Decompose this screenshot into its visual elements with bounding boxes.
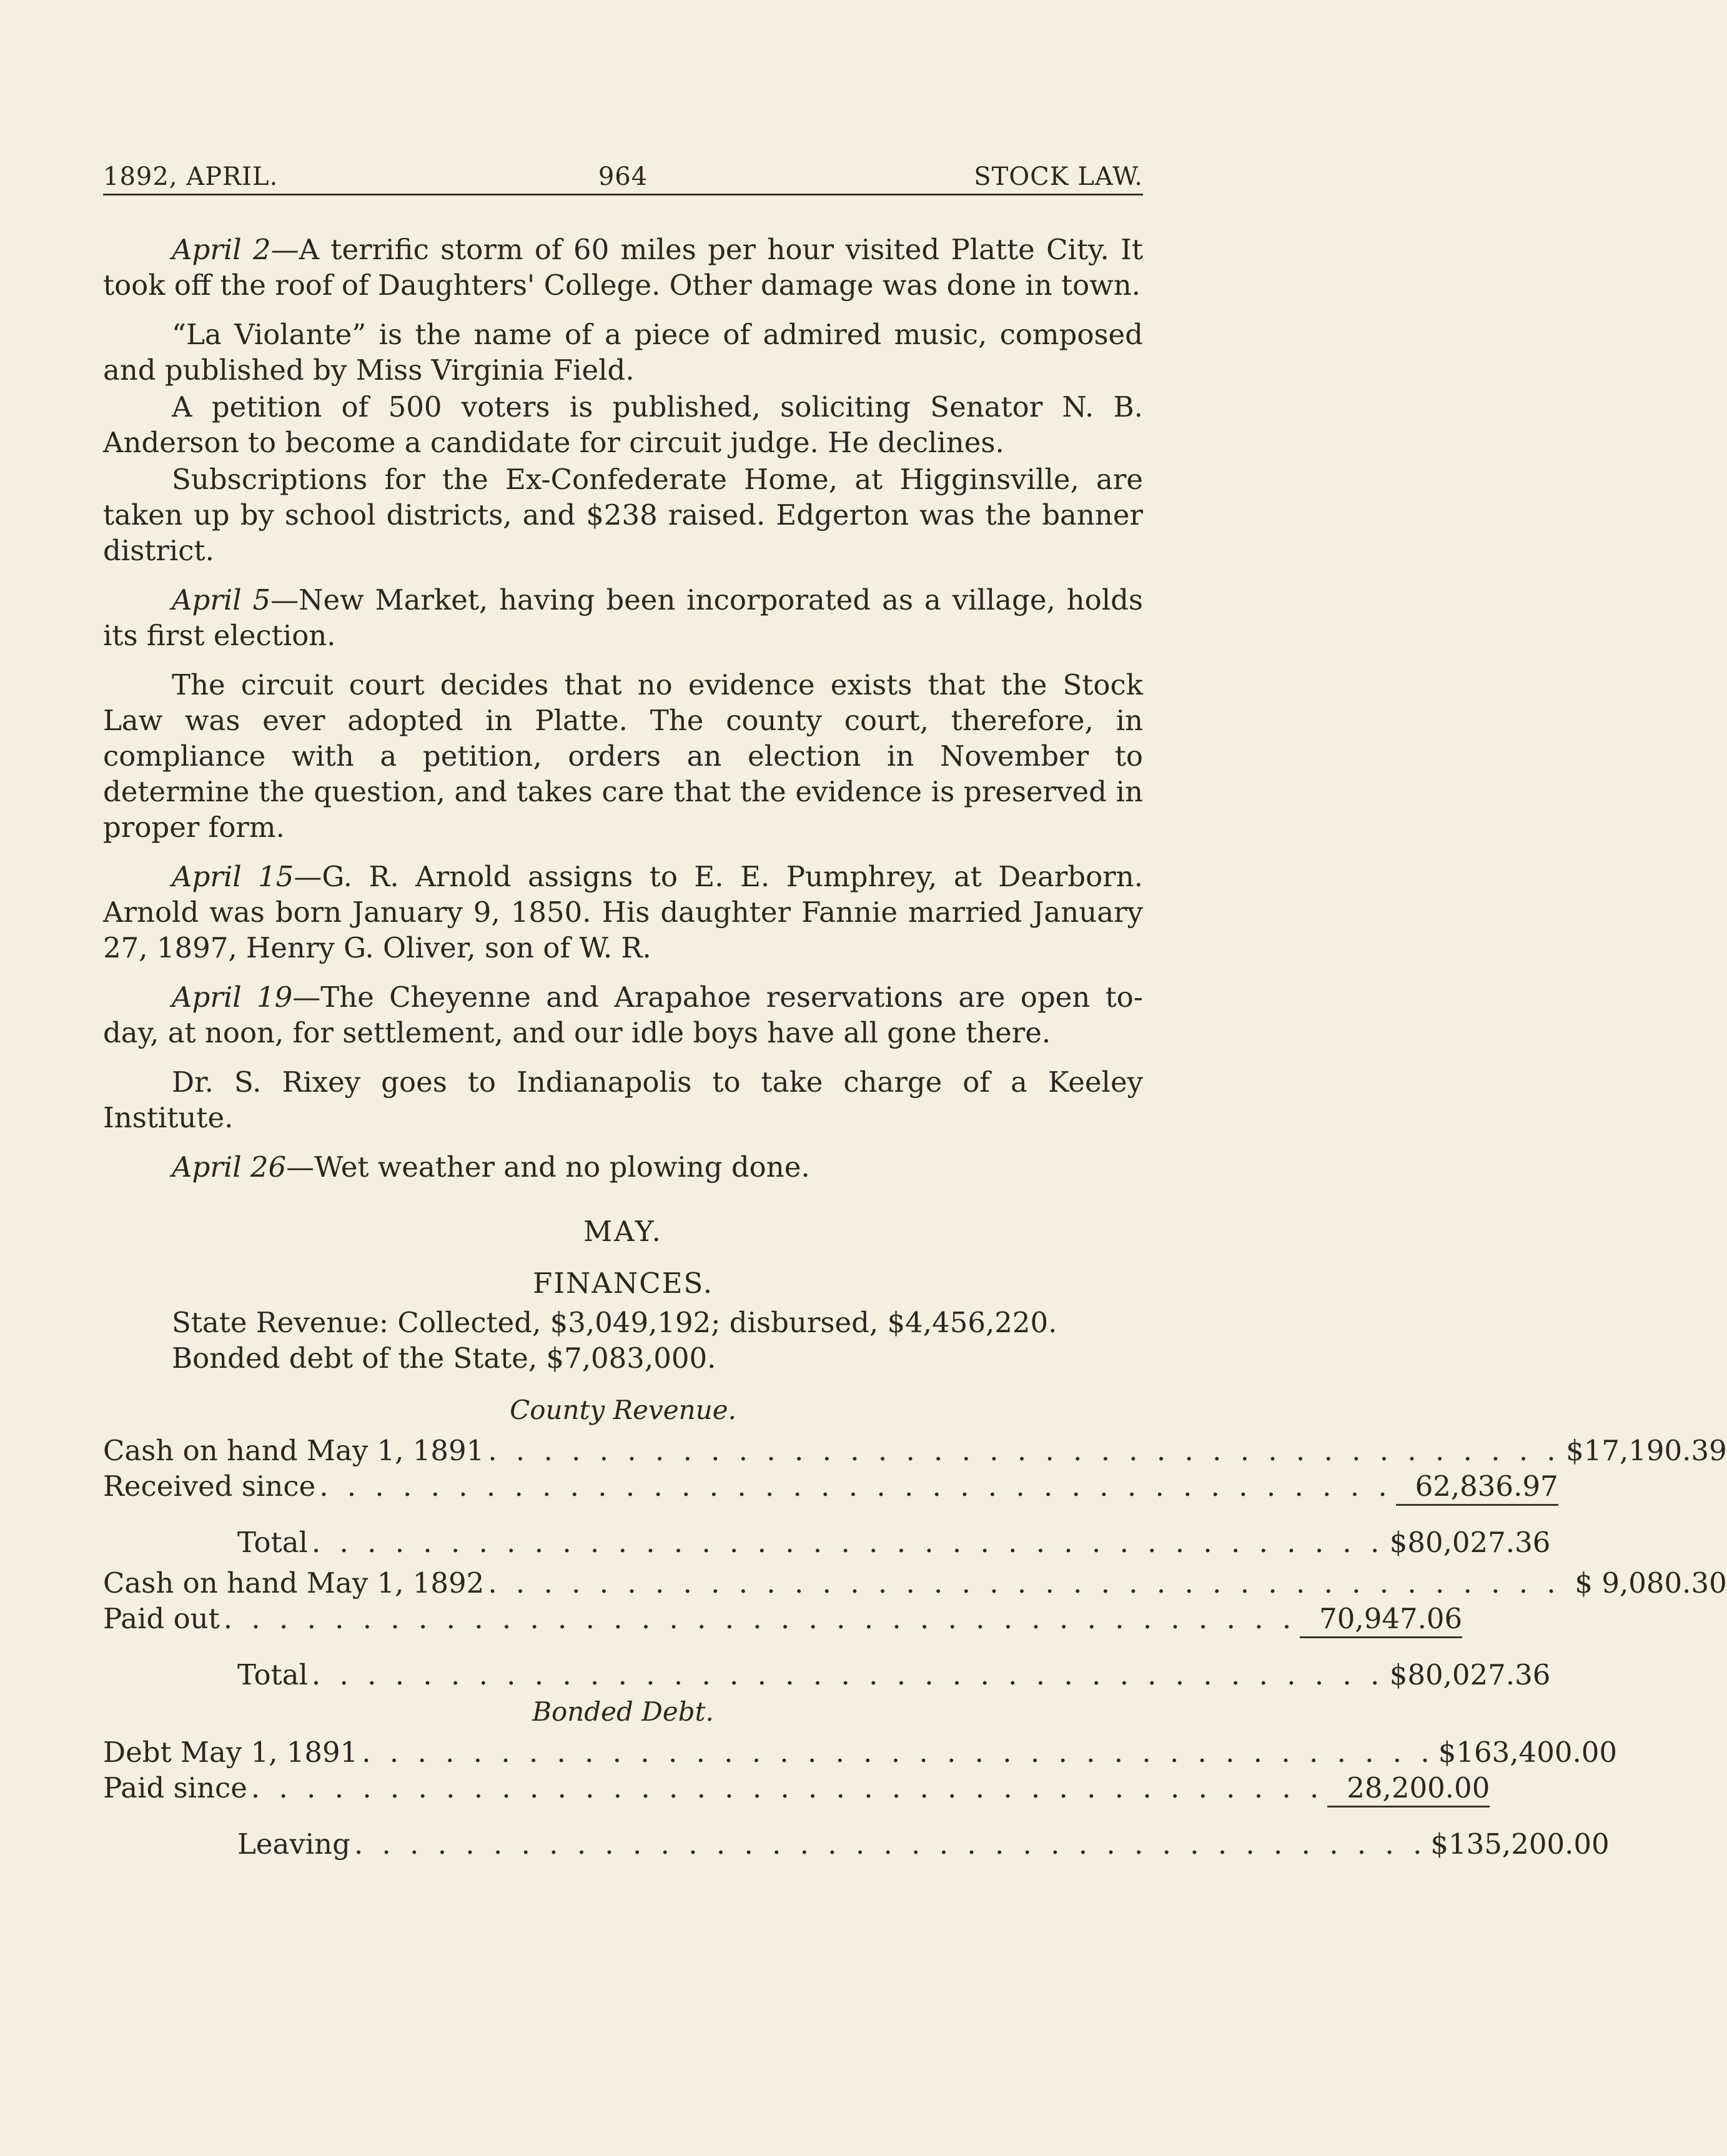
entry-text: A petition of 500 voters is published, soliciting Senator N. B. Anderson to become a candidate for circuit judge. He declines. [103, 390, 1143, 459]
ledger-row [103, 1770, 1490, 1807]
bonded-debt-title: Bonded Debt. [532, 1696, 714, 1727]
ledger-row [103, 1433, 1727, 1468]
entry-text: The circuit court decides that no evidence exists that the Stock Law was ever adopted in Platte. The county court, therefore, in compliance with a petition, orders an election in November to determine the question, and takes care that the evidence is preserved in proper form. [103, 668, 1143, 844]
entry-date: April 2 [172, 233, 271, 266]
entry-april-19 [103, 979, 1143, 1051]
ledger-row [103, 1468, 1558, 1506]
entry-date: April 26 [172, 1150, 287, 1184]
entry-petition [103, 389, 1143, 460]
leader-dots: . . . . . . . . . . . . . . . . . . . . . . . . . . . . . . . . . . . . . . . [488, 1434, 1561, 1467]
leader-dots: . . . . . . . . . . . . . . . . . . . . . . . . . . . . . . . . . . . . . . . [319, 1470, 1392, 1503]
entry-text: —G. R. Arnold assigns to E. E. Pumphrey, at Dearborn. Arnold was born January 9, 1850. His daughter Fannie married January 27, 1897, Henry G. Oliver, son of W. R. [103, 860, 1143, 964]
ledger-amount: $ 9,080.30 [1575, 1566, 1727, 1600]
ledger-amount: $80,027.36 [1389, 1658, 1551, 1691]
entry-april-2 [103, 232, 1143, 303]
header-section-title: STOCK LAW. [974, 162, 1143, 191]
ledger-amount: 28,200.00 [1327, 1770, 1490, 1807]
ledger-label: Cash on hand May 1, 1892 [103, 1566, 485, 1600]
ledger-amount: $135,200.00 [1430, 1827, 1610, 1861]
entry-date: April 19 [172, 981, 293, 1014]
header-date: 1892, APRIL. [103, 162, 279, 191]
leader-dots: . . . . . . . . . . . . . . . . . . . . . . . . . . . . . . . . . . . . . . . [354, 1827, 1427, 1861]
entry-text: “La Violante” is the name of a piece of admired music, composed and published by Miss Virginia Field. [103, 318, 1143, 387]
county-revenue-title: County Revenue. [510, 1395, 736, 1425]
ledger-amount: $163,400.00 [1438, 1736, 1618, 1769]
county-revenue-table [103, 1433, 1727, 1693]
ledger-amount: $17,190.39 [1566, 1434, 1727, 1467]
entry-la-violante [103, 317, 1143, 388]
ledger-total-row [103, 1657, 1551, 1693]
entry-rixey [103, 1064, 1143, 1135]
state-bonded-debt-line: Bonded debt of the State, $7,083,000. [172, 1342, 716, 1375]
may-heading: MAY. [583, 1215, 663, 1248]
ledger-label: Debt May 1, 1891 [103, 1736, 359, 1769]
entry-date: April 15 [172, 860, 294, 893]
entry-text: Dr. S. Rixey goes to Indianapolis to take charge of a Keeley Institute. [103, 1066, 1143, 1134]
ledger-label: Received since [103, 1470, 316, 1503]
entry-april-5 [103, 582, 1143, 653]
entry-april-15 [103, 859, 1143, 966]
leader-dots: . . . . . . . . . . . . . . . . . . . . . . . . . . . . . . . . . . . . . . . [250, 1771, 1324, 1804]
leader-dots: . . . . . . . . . . . . . . . . . . . . . . . . . . . . . . . . . . . . . . . [311, 1526, 1385, 1559]
ledger-row [103, 1734, 1618, 1770]
entry-subscriptions [103, 462, 1143, 568]
ledger-label: Paid out [103, 1602, 220, 1635]
ledger-label: Cash on hand May 1, 1891 [103, 1434, 485, 1467]
document-page [103, 150, 1727, 1862]
state-revenue-line: State Revenue: Collected, $3,049,192; disbursed, $4,456,220. [172, 1306, 1057, 1339]
ledger-amount: 62,836.97 [1396, 1468, 1558, 1506]
entry-text: Subscriptions for the Ex-Confederate Home, at Higginsville, are taken up by school districts, and $238 raised. Edgerton was the banner district. [103, 463, 1143, 567]
ledger-amount: $80,027.36 [1389, 1526, 1551, 1559]
entry-date: April 5 [172, 583, 271, 616]
entry-circuit-court [103, 667, 1143, 845]
leader-dots: . . . . . . . . . . . . . . . . . . . . . . . . . . . . . . . . . . . . . . . [488, 1566, 1561, 1600]
ledger-label: Leaving [237, 1827, 350, 1861]
ledger-row [103, 1601, 1463, 1638]
ledger-label: Total [237, 1526, 308, 1559]
page-number: 964 [598, 162, 648, 191]
running-header [103, 150, 1143, 195]
entry-text: —New Market, having been incorporated as a village, holds its first election. [103, 583, 1143, 652]
ledger-row [103, 1565, 1727, 1601]
ledger-total-row [103, 1826, 1610, 1862]
entry-text: —The Cheyenne and Arapahoe reservations are open to-day, at noon, for settlement, and our idle boys have all gone there. [103, 981, 1143, 1049]
april-entries [103, 232, 1143, 1185]
ledger-label: Paid since [103, 1771, 247, 1804]
entry-april-26 [103, 1149, 1143, 1185]
ledger-label: Total [237, 1658, 308, 1691]
ledger-total-row [103, 1525, 1551, 1560]
leader-dots: . . . . . . . . . . . . . . . . . . . . . . . . . . . . . . . . . . . . . . . [311, 1658, 1385, 1691]
leader-dots: . . . . . . . . . . . . . . . . . . . . . . . . . . . . . . . . . . . . . . . [362, 1736, 1435, 1769]
ledger-amount: 70,947.06 [1300, 1601, 1462, 1638]
finances-heading: FINANCES. [532, 1267, 714, 1300]
entry-text: —A terrific storm of 60 miles per hour visited Platte City. It took off the roof of Daughters' College. Other damage was done in town. [103, 233, 1143, 302]
leader-dots: . . . . . . . . . . . . . . . . . . . . . . . . . . . . . . . . . . . . . . . [223, 1602, 1297, 1635]
entry-text: —Wet weather and no plowing done. [286, 1150, 810, 1184]
bonded-debt-table [103, 1734, 1618, 1862]
